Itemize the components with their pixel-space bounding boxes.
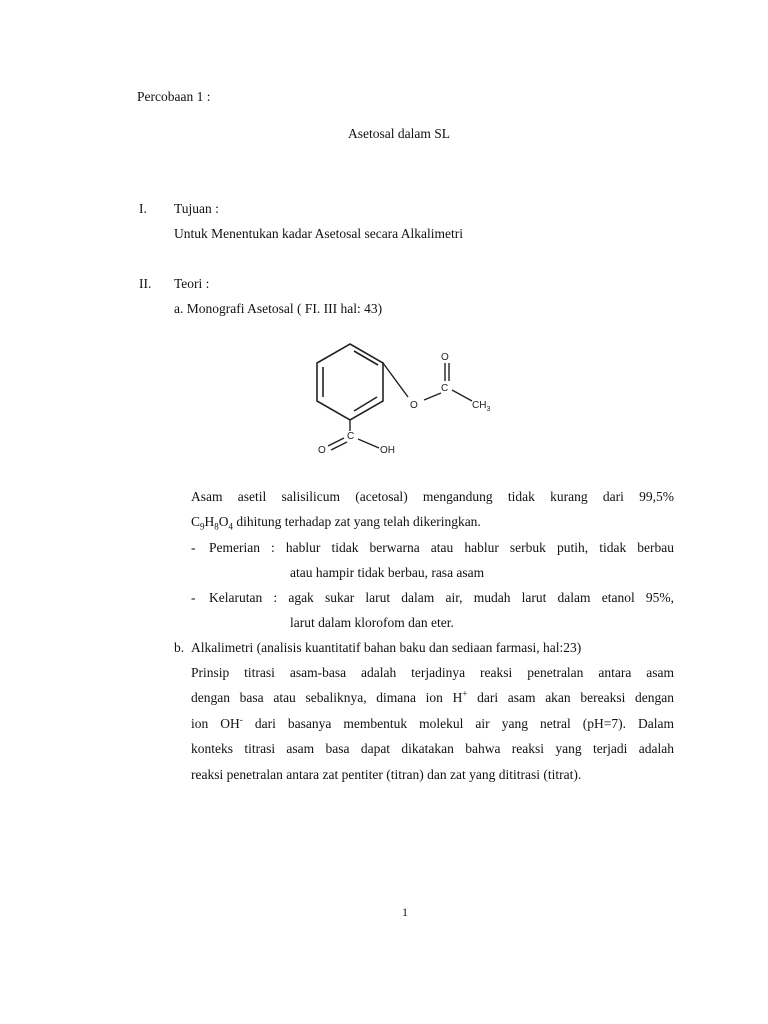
alkalimetri-line-2: dengan basa atau sebaliknya, dimana ion H+ dari asam akan bereaksi dengan — [191, 688, 674, 705]
page-number: 1 — [402, 905, 408, 919]
kelarutan-line-2: larut dalam klorofom dan eter. — [290, 615, 454, 630]
atom-o-ester: O — [410, 400, 418, 411]
alkalimetri-line-4: konteks titrasi asam basa dapat dikatakan bahwa reaksi yang terjadi adalah — [191, 741, 674, 756]
subsection-a-title: a. Monografi Asetosal ( FI. III hal: 43) — [174, 301, 383, 316]
alkalimetri-line-1: Prinsip titrasi asam-basa adalah terjadinya reaksi penetralan antara asam — [191, 665, 674, 680]
aspirin-structure-diagram — [300, 338, 510, 463]
kelarutan-bullet: - — [191, 590, 196, 605]
subsection-b-label: b. — [174, 640, 185, 655]
document-title: Asetosal dalam SL — [348, 126, 450, 141]
section-2-heading: Teori : — [174, 276, 210, 291]
subsection-b-title: Alkalimetri (analisis kuantitatif bahan baku dan sediaan farmasi, hal:23) — [191, 640, 582, 655]
alkalimetri-line-3: ion OH- dari basanya membentuk molekul air yang netral (pH=7). Dalam — [191, 714, 675, 731]
atom-ch3: $CH_3$ — [472, 400, 491, 413]
section-2-numeral: II. — [139, 276, 152, 291]
atom-c-carboxyl: C — [347, 431, 355, 442]
monograph-line-1: Asam asetil salisilicum (acetosal) mengandung tidak kurang dari 99,5% — [191, 489, 674, 504]
atom-c-acetyl: C — [441, 383, 449, 394]
section-1-heading: Tujuan : — [174, 201, 219, 216]
atom-oh: OH — [380, 445, 395, 456]
monograph-line-2: $C_9H_8O_4$ dihitung terhadap zat yang telah dikeringkan. — [191, 514, 481, 532]
atom-o-carboxyl: O — [318, 445, 326, 456]
pemerian-line-2: atau hampir tidak berbau, rasa asam — [290, 565, 485, 580]
pemerian-line-1: Pemerian : hablur tidak berwarna atau hablur serbuk putih, tidak berbau — [209, 540, 674, 555]
atom-o-carbonyl-top: O — [441, 352, 449, 363]
section-1-text: Untuk Menentukan kadar Asetosal secara Alkalimetri — [174, 226, 464, 241]
kelarutan-line-1: Kelarutan : agak sukar larut dalam air, mudah larut dalam etanol 95%, — [209, 590, 674, 605]
section-1-numeral: I. — [139, 201, 147, 216]
experiment-label: Percobaan 1 : — [137, 89, 211, 104]
pemerian-bullet: - — [191, 540, 196, 555]
alkalimetri-line-5: reaksi penetralan antara zat pentiter (titran) dan zat yang dititrasi (titrat). — [191, 767, 582, 782]
benzene-ring — [317, 344, 383, 420]
